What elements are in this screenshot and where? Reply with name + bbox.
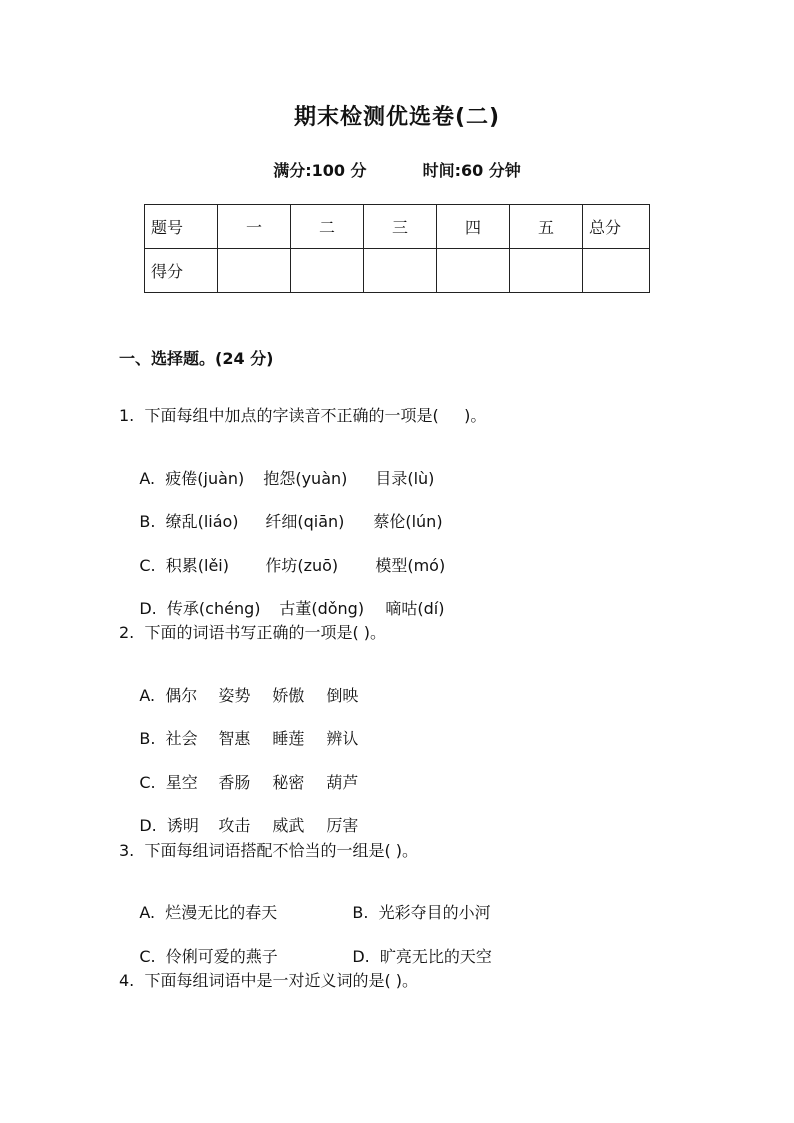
option-item: 秘密: [272, 773, 305, 792]
score-cell: [437, 249, 510, 293]
option-item: 威武: [272, 816, 305, 835]
option-item: 姿势: [218, 686, 251, 705]
option-item: 香肠: [218, 773, 251, 792]
score-header-cell: 一: [218, 205, 291, 249]
option-item: A. 偶尔: [139, 686, 198, 705]
score-cell: [510, 249, 583, 293]
score-cell: [583, 249, 650, 293]
option-item: 作坊(zuō): [265, 556, 339, 575]
option-item: C. 积累(lěi): [139, 556, 229, 575]
score-header-cell: 四: [437, 205, 510, 249]
option-item: 目录(lù): [375, 469, 435, 488]
option-item: 娇傲: [272, 686, 305, 705]
option-item: 智惠: [218, 729, 251, 748]
question-stem: 4. 下面每组词语中是一对近义词的是( )。: [119, 971, 419, 990]
exam-title: 期末检测优选卷(二): [293, 105, 501, 130]
score-header-cell: 二: [291, 205, 364, 249]
score-table-header-row: [145, 205, 650, 249]
option-item: 倒映: [326, 686, 359, 705]
exam-meta: [0, 158, 794, 181]
score-header-cell: 总分: [583, 205, 650, 249]
option-item: D. 传承(chéng): [139, 599, 261, 618]
question-stem: 2. 下面的词语书写正确的一项是( )。: [119, 623, 387, 642]
option-item: C. 星空: [139, 773, 198, 792]
score-cell: [364, 249, 437, 293]
option-item: 抱怨(yuàn): [263, 469, 348, 488]
question-stem: 3. 下面每组词语搭配不恰当的一组是( )。: [119, 841, 419, 860]
option-item: 嘀咕(dí): [385, 599, 445, 618]
option-item: D. 诱明: [139, 816, 199, 835]
option-item: 模型(mó): [375, 556, 446, 575]
score-header-cell: 三: [364, 205, 437, 249]
option-item: 睡莲: [272, 729, 305, 748]
option-item: B. 光彩夺目的小河: [352, 903, 491, 922]
score-row-label: 得分: [145, 249, 218, 293]
option-item: B. 缭乱(liáo): [139, 512, 239, 531]
option-item: 葫芦: [326, 773, 359, 792]
option-item: C. 伶俐可爱的燕子: [139, 947, 278, 966]
option-item: 攻击: [218, 816, 251, 835]
time-label: 时间:60 分钟: [422, 161, 521, 180]
score-table: [144, 204, 650, 293]
option-item: B. 社会: [139, 729, 198, 748]
option-item: 厉害: [326, 816, 359, 835]
score-cell: [218, 249, 291, 293]
score-cell: [291, 249, 364, 293]
full-score-label: 满分:100 分: [273, 161, 367, 180]
option-item: 古董(dǒng): [279, 599, 365, 618]
option-item: 蔡伦(lún): [373, 512, 443, 531]
question-stem: 1. 下面每组中加点的字读音不正确的一项是( )。: [119, 406, 487, 425]
section-heading: 一、选择题。(24 分): [119, 349, 274, 368]
option-item: 辨认: [326, 729, 359, 748]
score-table-score-row: [145, 249, 650, 293]
score-header-cell: 题号: [145, 205, 218, 249]
option-item: 纤细(qiān): [265, 512, 345, 531]
option-item: A. 疲倦(juàn): [139, 469, 245, 488]
option-item: D. 旷亮无比的天空: [352, 947, 492, 966]
option-item: A. 烂漫无比的春天: [139, 903, 278, 922]
score-header-cell: 五: [510, 205, 583, 249]
